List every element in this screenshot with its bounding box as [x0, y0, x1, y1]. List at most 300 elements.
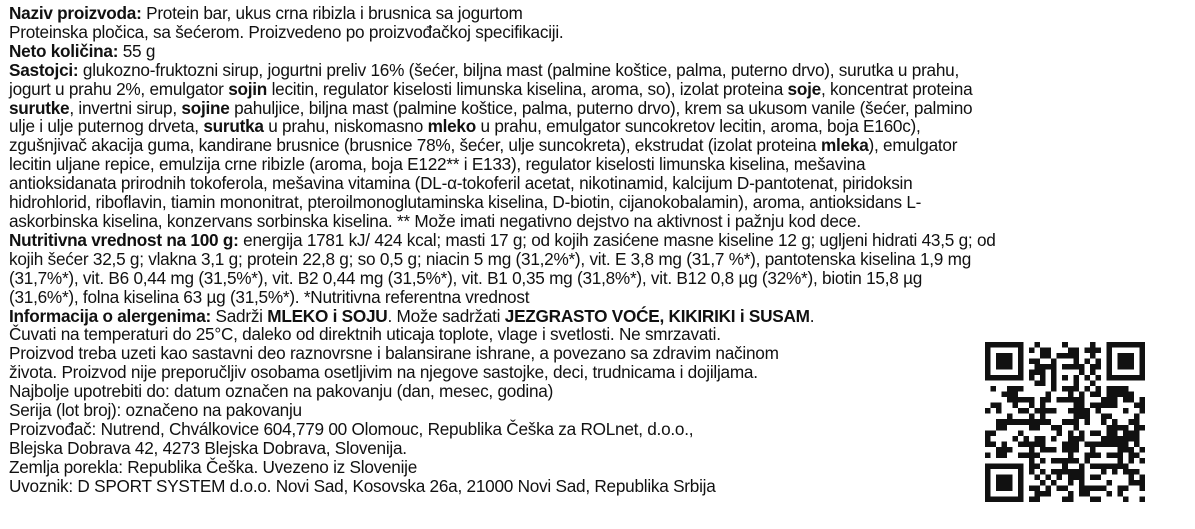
qr-module — [1007, 359, 1013, 365]
text: lecitin, regulator kiselosti limunska kiselina, aroma, so), izolat proteina — [267, 78, 788, 99]
qr-module — [1084, 458, 1090, 464]
qr-module — [996, 408, 1002, 414]
label-line — [9, 307, 1189, 326]
qr-module — [1007, 375, 1013, 381]
qr-module — [1073, 441, 1079, 447]
qr-module — [1112, 403, 1118, 409]
qr-module — [1123, 375, 1129, 381]
qr-module — [1095, 408, 1101, 414]
qr-module — [1112, 425, 1118, 431]
qr-module — [1079, 463, 1085, 469]
qr-module — [1002, 392, 1008, 398]
qr-module — [1007, 342, 1013, 348]
qr-module — [985, 375, 991, 381]
qr-module — [1073, 469, 1079, 475]
text: ulje i ulje puternog drveta, — [9, 116, 204, 137]
qr-module — [1018, 375, 1024, 381]
qr-module — [1090, 474, 1096, 480]
qr-module — [1062, 485, 1068, 491]
qr-module — [1106, 491, 1112, 497]
qr-module — [1106, 375, 1112, 381]
qr-module — [1035, 408, 1041, 414]
qr-module — [1128, 430, 1134, 436]
qr-module — [1084, 491, 1090, 497]
qr-module — [1095, 364, 1101, 370]
qr-module — [1068, 364, 1074, 370]
qr-module — [1029, 370, 1035, 376]
qr-module — [991, 342, 997, 348]
qr-module — [1002, 441, 1008, 447]
qr-module — [996, 463, 1002, 469]
qr-module — [1090, 452, 1096, 458]
qr-module — [1046, 392, 1052, 398]
qr-module — [1013, 392, 1019, 398]
qr-module — [1002, 375, 1008, 381]
qr-module — [1013, 496, 1019, 502]
qr-module — [1123, 425, 1129, 431]
qr-module — [1117, 353, 1123, 359]
qr-module — [1079, 485, 1085, 491]
qr-module — [1139, 348, 1145, 354]
qr-module — [1013, 386, 1019, 392]
label-line — [9, 42, 1189, 61]
qr-module — [1134, 375, 1140, 381]
qr-module — [1123, 359, 1129, 365]
text: Proizvođač: Nutrend, Chválkovice 604,779 00 Olomouc, Republika Češka za ROLnet, d.o.o., — [9, 418, 694, 439]
qr-module — [1062, 419, 1068, 425]
qr-module — [1051, 386, 1057, 392]
text: , invertni sirup, — [69, 97, 182, 118]
qr-module — [1013, 463, 1019, 469]
qr-module — [1057, 458, 1063, 464]
qr-module — [1002, 419, 1008, 425]
qr-module — [1046, 491, 1052, 497]
qr-module — [1128, 469, 1134, 475]
qr-module — [1029, 496, 1035, 502]
qr-module — [985, 430, 991, 436]
qr-module — [1018, 359, 1024, 365]
qr-module — [1018, 342, 1024, 348]
qr-module — [1040, 469, 1046, 475]
qr-module — [1095, 392, 1101, 398]
qr-module — [996, 425, 1002, 431]
text: Proteinska pločica, sa šećerom. Proizvedeno po proizvođačkoj specifikaciji. — [9, 21, 564, 42]
bold-text: mleka — [821, 135, 869, 156]
qr-module — [1073, 364, 1079, 370]
qr-module — [1046, 419, 1052, 425]
qr-module — [1106, 392, 1112, 398]
qr-module — [1095, 348, 1101, 354]
qr-module — [1007, 397, 1013, 403]
qr-module — [1112, 397, 1118, 403]
qr-module — [1139, 375, 1145, 381]
bold-text: mleko — [427, 116, 476, 137]
qr-module — [1051, 425, 1057, 431]
qr-module — [1095, 474, 1101, 480]
qr-module — [1095, 430, 1101, 436]
qr-module — [985, 359, 991, 365]
qr-module — [1123, 463, 1129, 469]
qr-module — [1040, 353, 1046, 359]
qr-module — [1123, 441, 1129, 447]
qr-module — [1106, 452, 1112, 458]
qr-module — [996, 353, 1002, 359]
qr-module — [985, 353, 991, 359]
qr-module — [1112, 342, 1118, 348]
qr-module — [1084, 441, 1090, 447]
qr-module — [1029, 425, 1035, 431]
qr-module — [1101, 397, 1107, 403]
text: Sadrži — [210, 305, 268, 326]
text: života. Proizvod nije preporučljiv osobama osetljivim na njegove sastojke, deci, trudnicama i dojiljama. — [9, 362, 758, 383]
qr-module — [1057, 397, 1063, 403]
qr-module — [1040, 419, 1046, 425]
qr-module — [1079, 408, 1085, 414]
qr-module — [1018, 452, 1024, 458]
qr-code-icon[interactable] — [985, 342, 1145, 502]
qr-module — [1139, 496, 1145, 502]
qr-module — [1024, 419, 1030, 425]
qr-module — [1051, 447, 1057, 453]
qr-module — [1101, 403, 1107, 409]
qr-module — [1106, 436, 1112, 442]
qr-module — [1029, 452, 1035, 458]
text: Čuvati na temperaturi do 25°C, daleko od direktnih uticaja toplote, vlage i svetlosti. Ne smrzavati. — [9, 324, 721, 345]
qr-module — [1040, 348, 1046, 354]
qr-module — [1084, 485, 1090, 491]
qr-module — [1073, 397, 1079, 403]
qr-module — [1117, 386, 1123, 392]
qr-module — [1139, 353, 1145, 359]
qr-module — [1139, 458, 1145, 464]
qr-module — [1051, 469, 1057, 475]
qr-module — [1084, 414, 1090, 420]
qr-module — [1112, 463, 1118, 469]
qr-module — [1128, 392, 1134, 398]
qr-module — [1035, 452, 1041, 458]
qr-module — [1018, 496, 1024, 502]
qr-module — [1035, 485, 1041, 491]
qr-module — [1029, 414, 1035, 420]
text: Blejska Dobrava 42, 4273 Blejska Dobrava, Slovenija. — [9, 437, 407, 458]
qr-module — [996, 359, 1002, 365]
qr-module — [996, 364, 1002, 370]
label-line — [9, 212, 1189, 231]
qr-module — [1046, 364, 1052, 370]
qr-module — [996, 485, 1002, 491]
qr-module — [1068, 386, 1074, 392]
qr-module — [1068, 474, 1074, 480]
qr-module — [1128, 342, 1134, 348]
qr-module — [1139, 364, 1145, 370]
qr-module — [1106, 403, 1112, 409]
text: zgušnjivač akacija guma, kandirane brusnice (brusnice 78%, šećer, ulje suncokreta), ekstrudat (izolat proteina — [9, 135, 822, 156]
qr-module — [1068, 458, 1074, 464]
qr-module — [1123, 364, 1129, 370]
qr-module — [1046, 408, 1052, 414]
qr-module — [1013, 375, 1019, 381]
qr-module — [1062, 458, 1068, 464]
qr-module — [1062, 386, 1068, 392]
text: energija 1781 kJ/ 424 kcal; masti 17 g; od kojih zasićene masne kiseline 12 g; ugljeni hidrati 43,5 g; od — [238, 229, 996, 250]
qr-module — [1117, 392, 1123, 398]
qr-module — [991, 386, 997, 392]
qr-module — [1073, 359, 1079, 365]
qr-module — [991, 441, 997, 447]
qr-module — [1024, 441, 1030, 447]
qr-module — [1123, 447, 1129, 453]
text: jogurt u prahu 2%, emulgator — [9, 78, 229, 99]
qr-module — [1079, 474, 1085, 480]
qr-module — [1068, 392, 1074, 398]
qr-module — [1051, 370, 1057, 376]
qr-module — [1007, 353, 1013, 359]
qr-module — [1068, 480, 1074, 486]
qr-module — [1018, 370, 1024, 376]
qr-module — [1002, 353, 1008, 359]
qr-module — [1013, 342, 1019, 348]
bold-text: soje — [787, 78, 821, 99]
qr-module — [1101, 414, 1107, 420]
qr-module — [1013, 397, 1019, 403]
qr-module — [1035, 370, 1041, 376]
qr-module — [1007, 480, 1013, 486]
qr-module — [1040, 480, 1046, 486]
qr-module — [1018, 441, 1024, 447]
qr-module — [1007, 392, 1013, 398]
qr-module — [1117, 463, 1123, 469]
text: lecitin uljane repice, emulzija crne ribizle (aroma, boja E122** i E133), regulator kiselosti limunska kiselina, mešavina — [9, 154, 866, 175]
qr-module — [1068, 452, 1074, 458]
qr-module — [1090, 342, 1096, 348]
qr-module — [1062, 375, 1068, 381]
qr-module — [1139, 397, 1145, 403]
qr-module — [1051, 408, 1057, 414]
qr-module — [1057, 474, 1063, 480]
qr-module — [1112, 469, 1118, 475]
bold-text: Informacija o alergenima: — [9, 305, 211, 326]
qr-module — [1101, 436, 1107, 442]
qr-module — [1007, 414, 1013, 420]
text: (31,6%*), folna kiselina 63 µg (31,5%*). *Nutritivna referentna vrednost — [9, 286, 530, 307]
bold-text: Sastojci: — [9, 59, 79, 80]
qr-module — [1123, 469, 1129, 475]
qr-module — [1090, 392, 1096, 398]
text: askorbinska kiselina, konzervans sorbinska kiselina. ** Može imati negativno dejstvo na aktivnost i pažnju kod dece. — [9, 210, 861, 231]
label-line — [9, 136, 1189, 155]
qr-module — [1090, 364, 1096, 370]
qr-module — [1139, 425, 1145, 431]
qr-module — [1062, 441, 1068, 447]
qr-module — [1073, 375, 1079, 381]
qr-module — [1040, 381, 1046, 387]
label-line — [9, 231, 1189, 250]
qr-module — [1029, 469, 1035, 475]
qr-module — [1112, 452, 1118, 458]
qr-module — [1128, 480, 1134, 486]
qr-module — [1090, 381, 1096, 387]
qr-module — [1095, 496, 1101, 502]
qr-module — [1040, 441, 1046, 447]
qr-module — [1073, 425, 1079, 431]
qr-module — [991, 403, 997, 409]
qr-module — [1128, 447, 1134, 453]
qr-module — [1068, 469, 1074, 475]
qr-module — [1002, 474, 1008, 480]
qr-module — [1035, 441, 1041, 447]
text: pahuljice, biljna mast (palmine koštice, palma, puterno drvo), krem sa ukusom vanile (šećer, palmino — [229, 97, 973, 118]
qr-module — [1040, 491, 1046, 497]
qr-module — [1068, 447, 1074, 453]
qr-module — [1090, 403, 1096, 409]
qr-module — [1079, 414, 1085, 420]
qr-module — [985, 491, 991, 497]
qr-module — [1007, 386, 1013, 392]
qr-module — [991, 496, 997, 502]
label-line — [9, 4, 1189, 23]
qr-module — [1029, 403, 1035, 409]
qr-module — [1002, 447, 1008, 453]
text: kojih šećer 32,5 g; vlakna 3,1 g; protein 22,8 g; so 0,5 g; niacin 5 mg (31,2%*), vit. E 3,8 mg (31,7 %*), pantotenska kiselina 1,9 mg — [9, 248, 972, 269]
label-line — [9, 117, 1189, 136]
qr-module — [1035, 359, 1041, 365]
qr-module — [1090, 496, 1096, 502]
qr-module — [1106, 370, 1112, 376]
qr-module — [1134, 342, 1140, 348]
qr-module — [1139, 474, 1145, 480]
qr-module — [1134, 452, 1140, 458]
qr-module — [1018, 474, 1024, 480]
qr-module — [1051, 375, 1057, 381]
qr-module — [1046, 353, 1052, 359]
qr-module — [1106, 364, 1112, 370]
qr-module — [1079, 430, 1085, 436]
qr-module — [1106, 425, 1112, 431]
qr-module — [1002, 425, 1008, 431]
qr-module — [1101, 469, 1107, 475]
qr-module — [1117, 485, 1123, 491]
qr-module — [1084, 452, 1090, 458]
qr-module — [1029, 485, 1035, 491]
qr-module — [1073, 458, 1079, 464]
qr-module — [1062, 342, 1068, 348]
qr-module — [1068, 353, 1074, 359]
qr-module — [1035, 463, 1041, 469]
qr-module — [1112, 375, 1118, 381]
qr-module — [996, 375, 1002, 381]
bold-text: JEZGRASTO VOĆE, KIKIRIKI i SUSAM — [504, 305, 810, 326]
qr-module — [1062, 469, 1068, 475]
label-line — [9, 269, 1189, 288]
qr-module — [1134, 414, 1140, 420]
qr-module — [1040, 436, 1046, 442]
qr-module — [1029, 441, 1035, 447]
qr-module — [985, 469, 991, 475]
qr-module — [1134, 419, 1140, 425]
qr-module — [1051, 480, 1057, 486]
qr-module — [1090, 441, 1096, 447]
qr-module — [1106, 480, 1112, 486]
qr-module — [1029, 458, 1035, 464]
qr-module — [1002, 463, 1008, 469]
qr-module — [1002, 364, 1008, 370]
label-line — [9, 99, 1189, 118]
qr-module — [1112, 430, 1118, 436]
qr-module — [1106, 430, 1112, 436]
qr-module — [1002, 485, 1008, 491]
qr-module — [1062, 496, 1068, 502]
qr-module — [1046, 397, 1052, 403]
text: Proizvod treba uzeti kao sastavni deo raznovrsne i balansirane ishrane, a povezano sa zdravim načinom — [9, 343, 779, 364]
qr-module — [1123, 485, 1129, 491]
bold-text: Neto količina: — [9, 40, 119, 61]
qr-module — [1084, 408, 1090, 414]
qr-module — [1018, 491, 1024, 497]
qr-module — [1123, 392, 1129, 398]
qr-module — [1068, 348, 1074, 354]
qr-module — [1073, 348, 1079, 354]
qr-module — [1062, 353, 1068, 359]
qr-module — [1035, 419, 1041, 425]
qr-module — [1117, 452, 1123, 458]
qr-module — [1139, 447, 1145, 453]
qr-module — [1029, 419, 1035, 425]
qr-module — [1007, 364, 1013, 370]
text: . Može sadržati — [387, 305, 505, 326]
text: Zemlja porekla: Republika Češka. Uvezeno iz Slovenije — [9, 456, 418, 477]
qr-module — [1106, 397, 1112, 403]
qr-module — [1128, 452, 1134, 458]
qr-module — [996, 452, 1002, 458]
qr-module — [1123, 408, 1129, 414]
qr-module — [1139, 485, 1145, 491]
qr-module — [985, 436, 991, 442]
qr-module — [1134, 441, 1140, 447]
qr-module — [1018, 348, 1024, 354]
qr-module — [1068, 408, 1074, 414]
qr-module — [1095, 485, 1101, 491]
qr-module — [985, 463, 991, 469]
qr-module — [985, 485, 991, 491]
bold-text: surutke — [9, 97, 70, 118]
qr-module — [1117, 458, 1123, 464]
qr-module — [1134, 403, 1140, 409]
qr-module — [1084, 359, 1090, 365]
label-line — [9, 61, 1189, 80]
qr-module — [1029, 359, 1035, 365]
qr-module — [1084, 348, 1090, 354]
qr-module — [1123, 430, 1129, 436]
text: hidrohlorid, riboflavin, tiamin mononitrat, pteroilmonoglutaminska kiselina, D-biotin, cijanokobalamin), aroma, antioksidans L- — [9, 192, 922, 213]
text: u prahu, niskomasno — [263, 116, 428, 137]
qr-module — [1013, 436, 1019, 442]
qr-module — [1128, 364, 1134, 370]
qr-module — [1123, 496, 1129, 502]
bold-text: MLEKO i SOJU — [267, 305, 388, 326]
qr-module — [1046, 485, 1052, 491]
qr-module — [1090, 463, 1096, 469]
qr-module — [1101, 441, 1107, 447]
qr-module — [1095, 441, 1101, 447]
qr-module — [1117, 375, 1123, 381]
qr-module — [1068, 491, 1074, 497]
text: , koncentrat proteina — [820, 78, 973, 99]
text: Serija (lot broj): označeno na pakovanju — [9, 400, 302, 421]
qr-module — [1128, 397, 1134, 403]
qr-module — [1018, 463, 1024, 469]
qr-module — [1117, 436, 1123, 442]
qr-module — [1123, 397, 1129, 403]
